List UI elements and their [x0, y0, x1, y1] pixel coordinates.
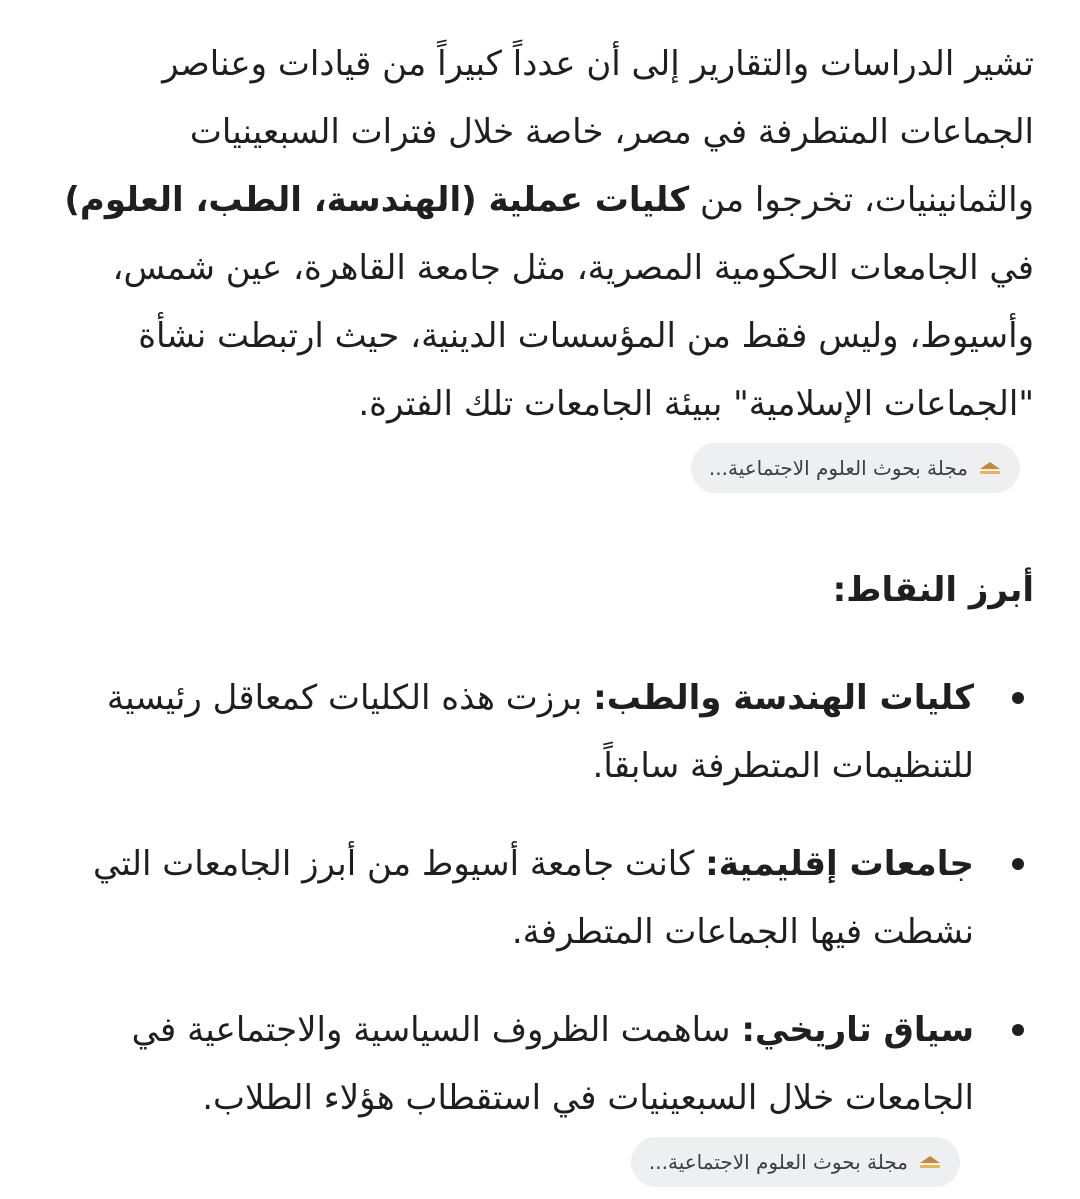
- source-chip-bullet[interactable]: [631, 1137, 960, 1187]
- intro-bold-text: كليات عملية (الهندسة، الطب، العلوم): [64, 180, 690, 220]
- list-item: [50, 830, 1034, 966]
- intro-text-before: تشير الدراسات والتقارير إلى أن عدداً كبيراً من قيادات وعناصر الجماعات المتطرفة في مصر، خاصة خلال فترات السبعينيات والثمانينيات، تخرجوا من: [162, 44, 1034, 220]
- intro-paragraph: [50, 30, 1034, 506]
- source-chip-label: مجلة بحوث العلوم الاجتماعية...: [648, 1149, 908, 1174]
- bullet-title: سياق تاريخي:: [741, 1010, 974, 1050]
- bullet-title: كليات الهندسة والطب:: [593, 678, 974, 718]
- bullet-text: كانت جامعة أسيوط من أبرز الجامعات التي نشطت فيها الجماعات المتطرفة.: [92, 844, 974, 952]
- bullet-dot-icon: [1012, 692, 1024, 704]
- bullet-text: ساهمت الظروف السياسية والاجتماعية في الجامعات خلال السبعينيات في استقطاب هؤلاء الطلاب.: [131, 1010, 974, 1118]
- list-item: [50, 996, 1034, 1199]
- bullet-dot-icon: [1012, 858, 1024, 870]
- intro-text-after: في الجامعات الحكومية المصرية، مثل جامعة القاهرة، عين شمس، وأسيوط، وليس فقط من المؤسسات الدينية، حيث ارتبطت نشأة "الجماعات الإسلامية" ببيئة الجامعات تلك الفترة.: [112, 248, 1034, 424]
- section-heading: أبرز النقاط:: [832, 570, 1034, 610]
- key-points-list: [50, 664, 1034, 1199]
- source-chip-intro[interactable]: [691, 443, 1020, 493]
- bullet-text: برزت هذه الكليات كمعاقل رئيسية للتنظيمات المتطرفة سابقاً.: [106, 678, 974, 786]
- source-chip-label: مجلة بحوث العلوم الاجتماعية...: [708, 455, 968, 480]
- bullet-title: جامعات إقليمية:: [705, 844, 974, 884]
- source-favicon-icon: [978, 461, 1002, 475]
- bullet-dot-icon: [1012, 1024, 1024, 1036]
- source-favicon-icon: [918, 1155, 942, 1169]
- list-item: [50, 664, 1034, 800]
